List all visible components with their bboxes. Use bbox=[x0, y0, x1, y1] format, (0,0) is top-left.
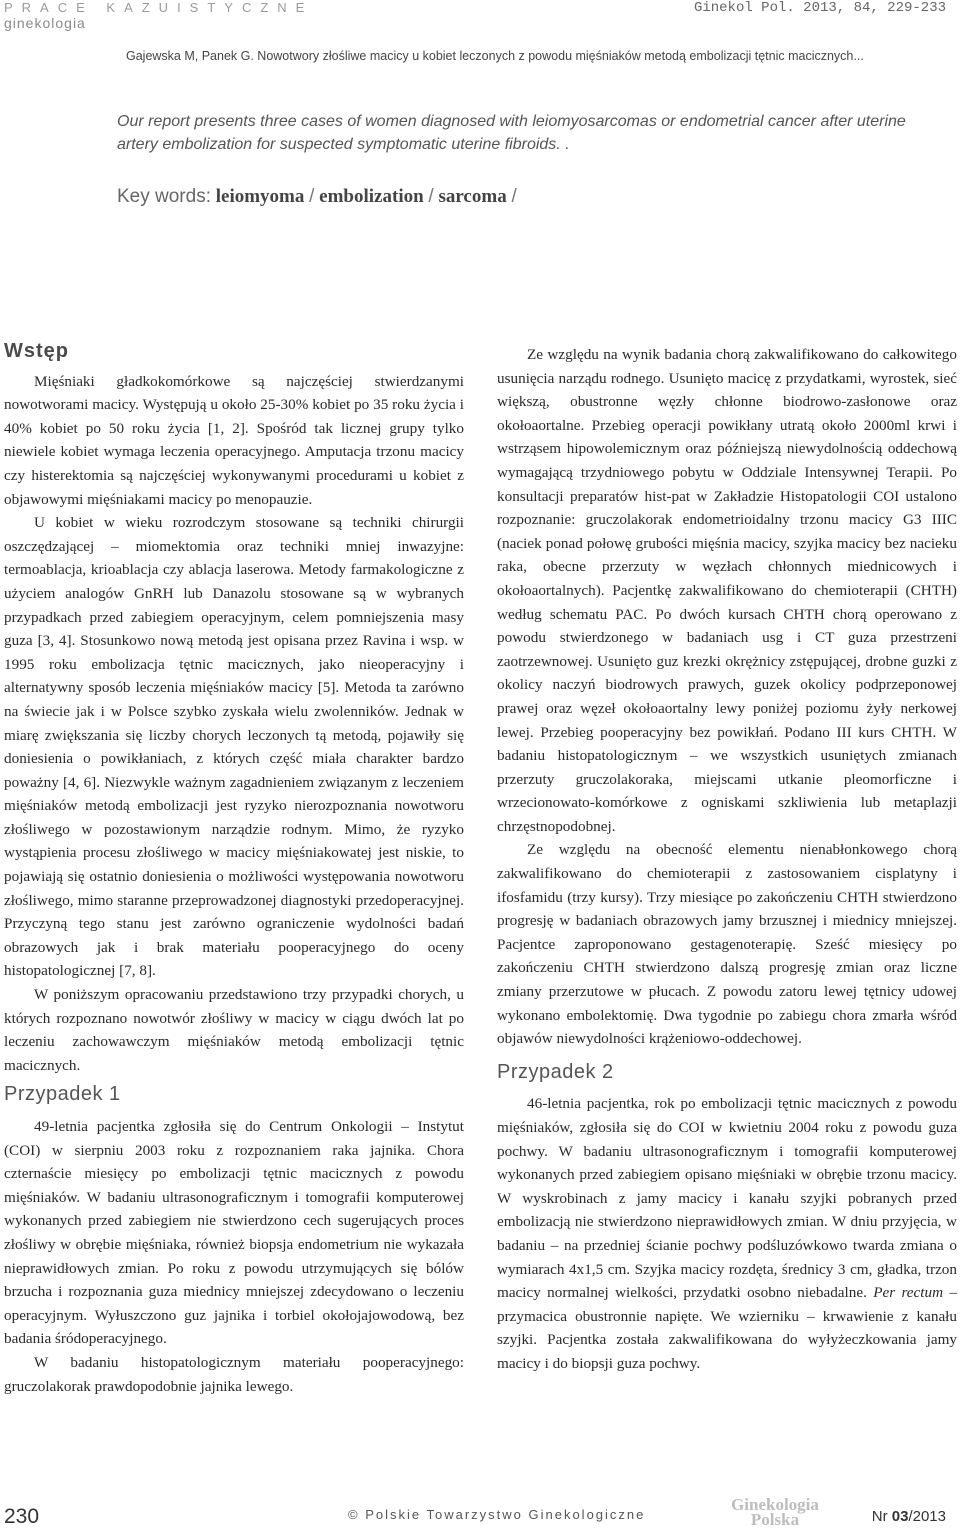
paragraph: U kobiet w wieku rozrodczym stosowane są techniki chirurgii oszczędzającej – miomektomia oraz techniki mniej inwazyjne: termoablacja, krioablacja czy ablacja laserowa. Metody farmakologiczne z użyciem analogów GnRH lub Danazolu stosowane są w wybranych przypadkach przed zabiegiem operacyjnym, celem pomniejszenia masy guza [3, 4]. Stosunkowo nową metodą jest opisana przez Ravina i wsp. w 1995 roku embolizacja tętnic macicznych, jako nieoperacyjny i alternatywny sposób leczenia mięśniaków macicy [5]. Metoda ta zarówno na świecie jak i w Polsce szybko zyskała wielu zwolenników. Jednak w miarę zwiększania się liczby chorych leczonych tą metodą, pojawiły się doniesienia o powikłaniach, z których część miała charakter bardzo poważny [4, 6]. Niezwykle ważnym zagadnieniem związanym z leczeniem mięśniaków metodą embolizacji jest ryzyko nierozpoznania nowotworu złośliwego w pozostawionym narządzie rodnym. Mimo, że ryzyko wystąpienia procesu złośliwego w macicy mięśniakowatej jest niskie, to pojawiają się ostatnio doniesienia o możliwości występowania nowotworu złośliwego, mimo staranne przeprowadzonej diagnostyki przedoperacyjnej. Przyczyną tego stanu jest zarówno ograniczenie wydolności badań obrazowych jak i brak materiału pooperacyjnego do oceny histopatologicznej [7, 8]. bbox=[4, 514, 464, 980]
keyword-separator: / bbox=[309, 186, 315, 207]
logo-line: Ginekologia bbox=[731, 1495, 819, 1514]
paragraph: Ze względu na wynik badania chorą zakwalifikowano do całkowitego usunięcia narządu rodnego. Usunięto macicę z przydatkami, wyrostek, sieć większą, obustronne węzły chłonne biodrowo-zasłonowe oraz okołoaortalne. Przebieg operacji powikłany utratą około 2000ml krwi i wstrząsem hipowolemicznym oraz późniejszą niewydolnością oddechową wymagającą trzydniowego pobytu w Oddziale Intensywnej Terapii. Po konsultacji preparatów hist-pat w Zakładzie Histopatologii COI ustalono rozpoznanie: gruczolakorak endometrioidalny trzonu macicy G3 IIIC (naciek ponad połowę grubości mięśnia macicy, szyjka macicy bez nacieku raka, obecne przerzuty w węzłach chłonnych miednicowych i okołoaortalnych). Pacjentkę zakwalifikowano do chemioterapii (CHTH) według schematu PAC. Po dwóch kursach CHTH chorą operowano z powodu stwierdzonego w badaniach usg i CT guza przestrzeni zaotrzewnowej. Usunięto guz krezki okrężnicy zstępującej, drobne guzki z okolicy naczyń biodrowych prawych, guzek okolicy podprzeponowej prawej oraz węzeł okołoaortalny lewy poniżej poziomu żyły nerkowej lewej. Przebieg pooperacyjny bez powikłań. Podano III kurs CHTH. W badaniu histopatologicznym – we wszystkich usuniętych zmianach przerzuty gruczolakoraka, miejscami utkanie pleomorficzne i wrzecionowato-komórkowe z ogniskami szkliwienia lub metaplazji chrzęstnopodobnej. bbox=[497, 346, 957, 835]
heading-case-1: Przypadek 1 bbox=[4, 1083, 121, 1106]
keyword: leiomyoma bbox=[215, 186, 305, 207]
logo-line: Polska bbox=[750, 1510, 800, 1529]
journal-citation: Ginekol Pol. 2013, 84, 229-233 bbox=[693, 0, 946, 16]
paragraph: W poniższym opracowaniu przedstawiono trzy przypadki chorych, u których rozpoznano nowotwór złośliwy w macicy w ciągu dwóch lat po leczeniu zachowawczym mięśniaków metodą embolizacji tętnic macicznych. bbox=[4, 986, 464, 1074]
abstract: Our report presents three cases of women diagnosed with leiomyosarcomas or endometrial cancer after uterine artery embolization for suspected symptomatic uterine fibroids. . bbox=[117, 113, 906, 153]
keyword-separator: / bbox=[511, 186, 517, 207]
paragraph: Ze względu na obecność elementu nienabłonkowego chorą zakwalifikowano do chemioterapii z zastosowaniem cisplatyny i ifosfamidu (trzy kursy). Trzy miesiące po zakończeniu CHTH stwierdzono progresję w badaniach obrazowych jamy brzusznej i miednicy mniejszej. Pacjentce zaproponowano gestagenoterapię. Sześć miesięcy po zakończeniu CHTH stwierdzono dalszą progresję zmian oraz liczne zmiany przerzutowe w płucach. Z powodu zatoru lewej tętnicy udowej wykonano embolektomię. Dwa tygodnie po zabiegu chora zmarła wśród objawów niewydolności krążeniowo-oddechowej. bbox=[497, 841, 957, 1048]
issue-number-value: 03 bbox=[891, 1508, 909, 1525]
keywords bbox=[117, 186, 917, 208]
journal-logo bbox=[715, 1497, 835, 1527]
text-run: 46-letnia pacjentka, rok po embolizacji tętnic macicznych z powodu mięśniaków, zgłosiła się do COI w kwietniu 2004 roku z powodu guza pochwy. W badaniu ultrasonograficznym i tomografii komputerowej wykonanych przed zabiegiem opisano mięśniaki w obrębie trzonu macicy. W wyskrobinach z jamy macicy i kanału szyjki pobranych przed embolizacją nie stwierdzono nieprawidłowych zmian. W dniu przyjęcia, w badaniu – na przedniej ścianie pochwy podśluzówkowo twarda zmiana o wymiarach 4x1,5 cm. Szyjka macicy rozdęta, średnicy 3 cm, gładka, trzon macicy normalnej wielkości, przydatki osobno niebadalne. bbox=[497, 1095, 957, 1302]
text-run: – przymacica obustronnie napięte. We wzierniku – krwawienie z kanału szyjki. Pacjentka została zakwalifikowana do wyłyżeczkowania jamy macicy i do biopsji guza pochwy. bbox=[497, 1284, 957, 1372]
journal-name: ginekologia bbox=[4, 15, 86, 31]
heading-introduction: Wstęp bbox=[4, 340, 69, 362]
page-number: 230 bbox=[4, 1505, 40, 1528]
paragraph: Mięśniaki gładkokomórkowe są najczęściej stwierdzanymi nowotworami macicy. Występują u około 25-30% kobiet po 35 roku życia i 40% kobiet po 50 roku życia [1, 2]. Spośród tak licznej grupy tylko niewiele kobiet wymaga leczenia operacyjnego. Amputacja trzonu macicy czy histerektomia są najczęściej wykonywanymi procedurami u kobiet z objawowymi mięśniakami macicy po menopauzie. bbox=[4, 372, 464, 508]
article-reference: Gajewska M, Panek G. Nowotwory złośliwe macicy u kobiet leczonych z powodu mięśniaków metodą embolizacji tętnic macicznych... bbox=[126, 49, 864, 63]
issue-prefix: Nr bbox=[871, 1508, 892, 1525]
paragraph: W badaniu histopatologicznym materiału pooperacyjnego: gruczolakorak prawdopodobnie jajnika lewego. bbox=[4, 1353, 464, 1395]
copyright: © Polskie Towarzystwo Ginekologiczne bbox=[348, 1507, 646, 1522]
left-column bbox=[4, 340, 464, 1398]
paragraph bbox=[497, 1092, 957, 1375]
keyword-separator: / bbox=[428, 186, 434, 207]
keyword: embolization bbox=[319, 186, 424, 207]
keywords-label: Key words: bbox=[117, 186, 211, 207]
section-label: PRACE KAZUISTYCZNE bbox=[4, 0, 314, 15]
issue-number bbox=[872, 1508, 946, 1525]
paragraph: 49-letnia pacjentka zgłosiła się do Centrum Onkologii – Instytut (COI) w sierpniu 2003 roku z rozpoznaniem raka jajnika. Chora czternaście miesięcy po embolizacji tętnic macicznych z powodu mięśniaków. W badaniu ultrasonograficznym i tomografii komputerowej wykonanych przed zabiegiem nie stwierdzono cech sugerujących proces złośliwy w obrębie mięśniaka, również biopsja endometrium nie wykazała nieprawidłowych zmian. Po roku z powodu utrzymujących się bólów brzucha i rozpoznania guza miednicy mniejszej zdecydowano o leczeniu operacyjnym. Wyłuszczono guz jajnika i torbiel okołojajowodową, bez badania śródoperacyjnego. bbox=[4, 1118, 464, 1348]
right-column bbox=[497, 343, 957, 1376]
issue-year: /2013 bbox=[908, 1508, 946, 1525]
heading-case-2: Przypadek 2 bbox=[497, 1060, 614, 1083]
italic-term: Per rectum bbox=[873, 1284, 944, 1302]
keyword: sarcoma bbox=[438, 186, 507, 207]
